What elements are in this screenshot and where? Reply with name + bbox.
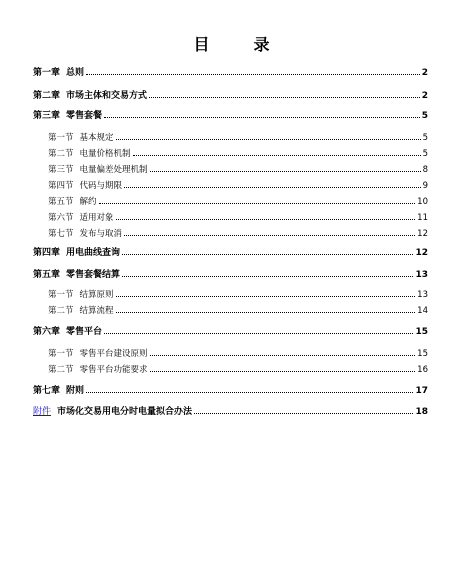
dot-leader xyxy=(116,130,421,140)
page-number: 5 xyxy=(422,133,428,143)
dot-leader xyxy=(150,362,416,372)
toc-entry-chapter-1[interactable] xyxy=(33,65,428,79)
page-number: 9 xyxy=(422,181,428,191)
page-number: 5 xyxy=(422,149,428,159)
section-number: 第六节 xyxy=(48,213,74,223)
page-number: 17 xyxy=(415,386,428,396)
appendix-link[interactable]: 附件 xyxy=(33,407,52,417)
toc-entry-chapter-7[interactable] xyxy=(33,383,428,397)
page-number: 10 xyxy=(417,197,428,207)
toc-entry-chapter-6[interactable] xyxy=(33,324,428,338)
dot-leader xyxy=(86,383,413,393)
dot-leader xyxy=(116,210,416,220)
toc-entry-chapter-3[interactable] xyxy=(33,108,428,122)
toc-entry-section-3-4[interactable] xyxy=(48,178,428,192)
page-number: 8 xyxy=(422,165,428,175)
page-number: 13 xyxy=(417,290,428,300)
dot-leader xyxy=(194,404,413,414)
dot-leader xyxy=(104,324,413,334)
section-title: 代码与期限 xyxy=(79,181,123,191)
page-number: 18 xyxy=(415,407,428,417)
dot-leader xyxy=(124,178,421,188)
toc-entry-appendix[interactable] xyxy=(33,404,428,418)
chapter-number: 第一章 xyxy=(33,68,61,78)
page-number: 2 xyxy=(421,91,428,101)
toc-entry-section-3-7[interactable] xyxy=(48,226,428,240)
chapter-number: 第三章 xyxy=(33,111,61,121)
dot-leader xyxy=(104,108,420,118)
section-title: 基本规定 xyxy=(79,133,114,143)
section-title: 结算流程 xyxy=(79,306,114,316)
page-number: 16 xyxy=(417,365,428,375)
page-number: 15 xyxy=(417,349,428,359)
section-title: 电量偏差处理机制 xyxy=(79,165,148,175)
section-number: 第四节 xyxy=(48,181,74,191)
dot-leader xyxy=(116,287,416,297)
chapter-title: 附则 xyxy=(66,386,85,396)
chapter-title: 市场主体和交易方式 xyxy=(66,91,148,101)
toc-entry-section-3-1[interactable] xyxy=(48,130,428,144)
dot-leader xyxy=(150,162,421,172)
dot-leader xyxy=(86,65,420,75)
dot-leader xyxy=(122,267,413,277)
section-number: 第二节 xyxy=(48,149,74,159)
toc-entry-section-3-3[interactable] xyxy=(48,162,428,176)
section-number: 第一节 xyxy=(48,290,74,300)
section-number: 第二节 xyxy=(48,306,74,316)
page-number: 2 xyxy=(421,68,428,78)
chapter-number: 第七章 xyxy=(33,386,61,396)
appendix-title: 市场化交易用电分时电量拟合办法 xyxy=(57,407,193,417)
toc-entry-section-5-2[interactable] xyxy=(48,303,428,317)
toc-entry-chapter-5[interactable] xyxy=(33,267,428,281)
page-number: 11 xyxy=(417,213,428,223)
toc-entry-chapter-4[interactable] xyxy=(33,245,428,259)
chapter-number: 第二章 xyxy=(33,91,61,101)
toc-entry-chapter-2[interactable] xyxy=(33,88,428,102)
section-title: 发布与取消 xyxy=(79,229,123,239)
section-number: 第二节 xyxy=(48,365,74,375)
section-number: 第一节 xyxy=(48,133,74,143)
page-number: 13 xyxy=(415,270,428,280)
chapter-number: 第五章 xyxy=(33,270,61,280)
page-number: 5 xyxy=(421,111,428,121)
section-title: 适用对象 xyxy=(79,213,114,223)
toc-entry-section-6-2[interactable] xyxy=(48,362,428,376)
chapter-number: 第六章 xyxy=(33,327,61,337)
chapter-title: 零售套餐结算 xyxy=(66,270,121,280)
dot-leader xyxy=(116,303,416,313)
toc-entry-section-6-1[interactable] xyxy=(48,346,428,360)
toc-entry-section-5-1[interactable] xyxy=(48,287,428,301)
section-number: 第五节 xyxy=(48,197,74,207)
page-number: 15 xyxy=(415,327,428,337)
chapter-title: 总则 xyxy=(66,68,85,78)
section-number: 第七节 xyxy=(48,229,74,239)
chapter-number: 第四章 xyxy=(33,248,61,258)
dot-leader xyxy=(124,226,415,236)
chapter-title: 零售套餐 xyxy=(66,111,103,121)
dot-leader xyxy=(150,346,416,356)
toc-entry-section-3-2[interactable] xyxy=(48,146,428,160)
page-number: 12 xyxy=(415,248,428,258)
section-number: 第一节 xyxy=(48,349,74,359)
chapter-title: 零售平台 xyxy=(66,327,103,337)
dot-leader xyxy=(133,146,421,156)
section-title: 零售平台功能要求 xyxy=(79,365,148,375)
dot-leader xyxy=(99,194,416,204)
toc-entry-section-3-6[interactable] xyxy=(48,210,428,224)
section-number: 第三节 xyxy=(48,165,74,175)
dot-leader xyxy=(122,245,413,255)
page-title: 目 录 xyxy=(193,35,284,54)
section-title: 解约 xyxy=(79,197,97,207)
section-title: 零售平台建设原则 xyxy=(79,349,148,359)
chapter-title: 用电曲线查询 xyxy=(66,248,121,258)
toc-entry-section-3-5[interactable] xyxy=(48,194,428,208)
page-number: 14 xyxy=(417,306,428,316)
dot-leader xyxy=(149,88,420,98)
section-title: 结算原则 xyxy=(79,290,114,300)
page-number: 12 xyxy=(417,229,428,239)
section-title: 电量价格机制 xyxy=(79,149,131,159)
